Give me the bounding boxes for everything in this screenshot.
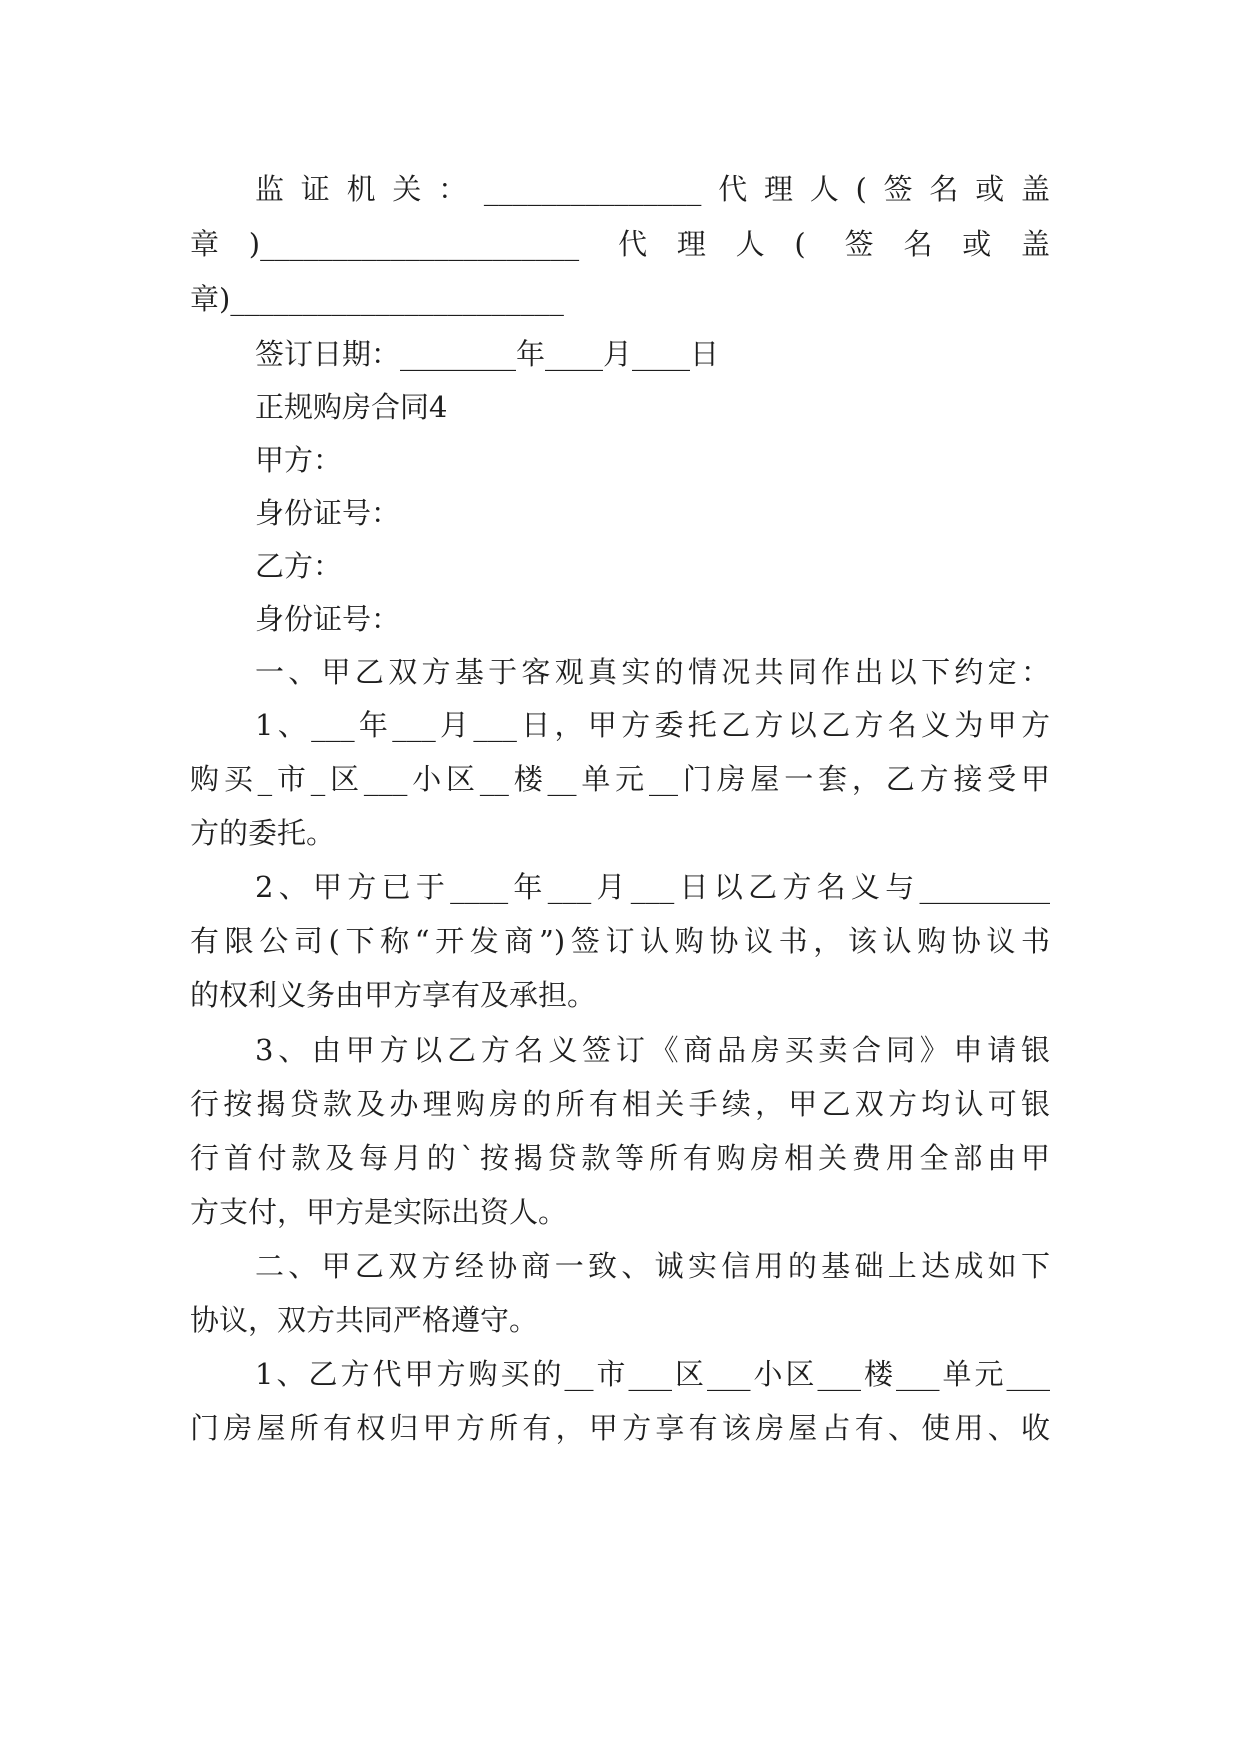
- text-line: 章)_______________________: [190, 282, 564, 316]
- text-line: 二、甲乙双方经协商一致、诚实信用的基础上达成如下: [255, 1249, 1050, 1283]
- text-line: 2、甲方已于____年___月___日以乙方名义与_________: [255, 870, 1050, 904]
- text-line: 身份证号：: [255, 602, 401, 636]
- contract-heading: 正规购房合同4: [255, 390, 448, 424]
- text-line: 监证机关：_______________代理人(签名或盖: [255, 172, 1050, 206]
- text-line: 一、甲乙双方基于客观真实的情况共同作出以下约定：: [255, 655, 1050, 689]
- text-line: 购买_市_区___小区__楼__单元__门房屋一套，乙方接受甲: [190, 762, 1050, 796]
- text-line: 签订日期：________年____月____日: [255, 337, 720, 371]
- text-line: 甲方：: [255, 443, 343, 477]
- text-line: 方支付，甲方是实际出资人。: [190, 1195, 568, 1229]
- text-line: 章)______________________ 代理人( 签名或盖: [190, 227, 1050, 261]
- text-line: 门房屋所有权归甲方所有，甲方享有该房屋占有、使用、收: [190, 1411, 1050, 1445]
- text-line: 1、乙方代甲方购买的__市___区___小区___楼___单元___: [255, 1357, 1050, 1391]
- text-line: 的权利义务由甲方享有及承担。: [190, 978, 597, 1012]
- text-line: 1、___年___月___日，甲方委托乙方以乙方名义为甲方: [255, 708, 1050, 742]
- text-line: 协议，双方共同严格遵守。: [190, 1303, 539, 1337]
- text-line: 方的委托。: [190, 816, 336, 850]
- text-line: 乙方：: [255, 549, 343, 583]
- text-line: 身份证号：: [255, 496, 401, 530]
- text-line: 行首付款及每月的`按揭贷款等所有购房相关费用全部由甲: [190, 1141, 1050, 1175]
- text-line: 3、由甲方以乙方名义签订《商品房买卖合同》申请银: [255, 1033, 1050, 1067]
- text-line: 行按揭贷款及办理购房的所有相关手续，甲乙双方均认可银: [190, 1087, 1050, 1121]
- text-line: 有限公司(下称“开发商”)签订认购协议书，该认购协议书: [190, 924, 1050, 958]
